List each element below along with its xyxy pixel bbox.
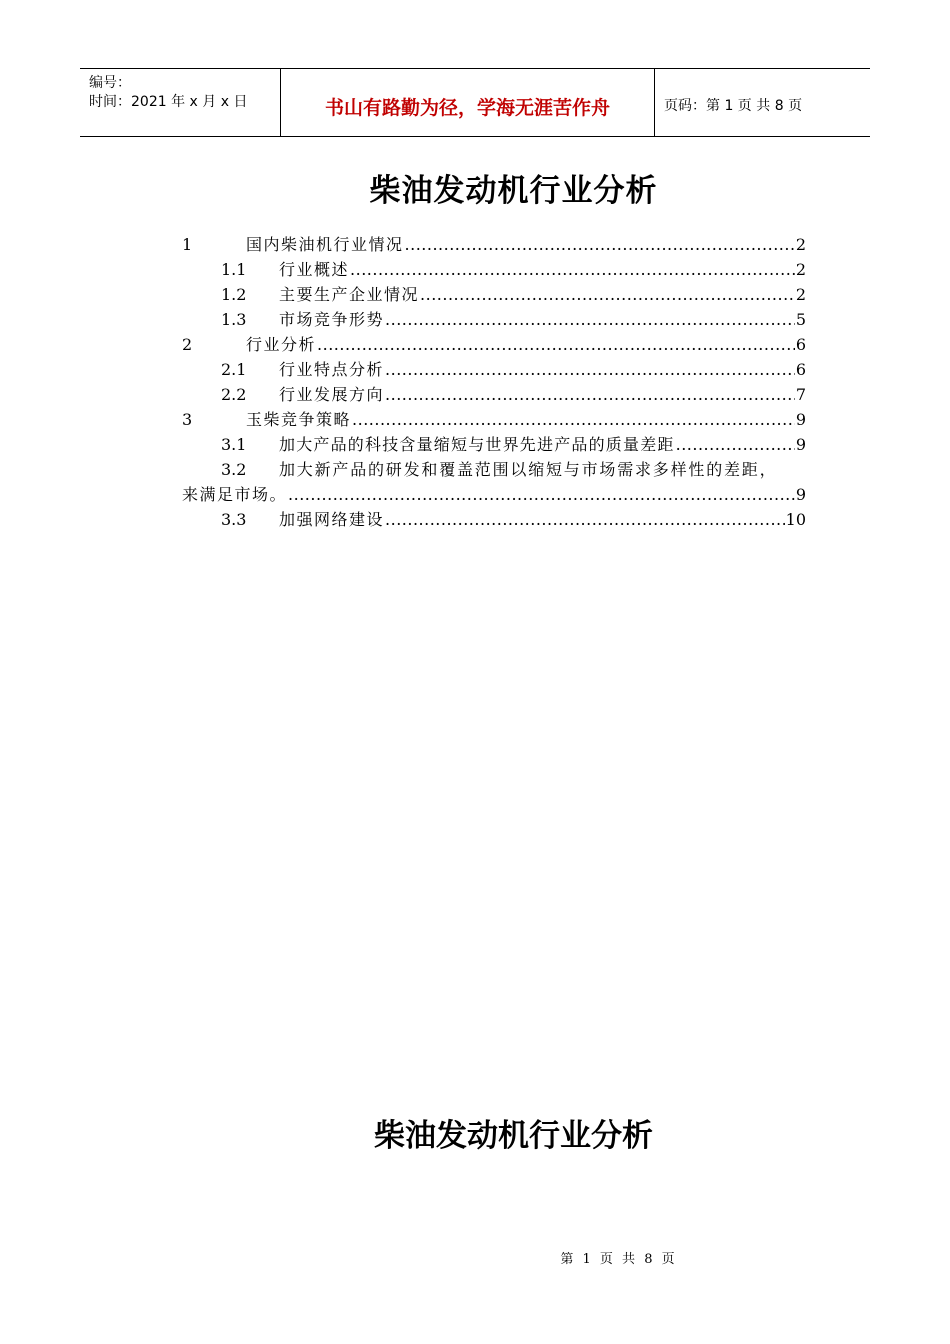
toc-title: 玉柴竞争策略: [246, 410, 352, 429]
document-title: 柴油发动机行业分析: [369, 173, 658, 209]
toc-title: 加大新产品的研发和覆盖范围以缩短与市场需求多样性的差距，: [279, 460, 778, 479]
toc-leader: [385, 385, 795, 405]
page-info: 页码：第 1 页 共 8 页: [664, 98, 803, 114]
toc-title: 国内柴油机行业情况: [246, 235, 404, 254]
toc-number: 3.1: [221, 435, 247, 454]
toc-title: 行业特点分析: [279, 360, 385, 379]
motto-text: 书山有路勤为径，学海无涯苦作舟: [324, 97, 610, 119]
toc-entry[interactable]: [182, 310, 806, 330]
toc-number: 1.2: [221, 285, 247, 304]
toc-page: 9: [795, 410, 806, 429]
toc-number: 1.1: [221, 260, 247, 279]
page-footer: 第 1 页 共 8 页: [560, 1252, 675, 1267]
toc-entry[interactable]: [182, 235, 806, 255]
toc-page: 10: [785, 510, 806, 529]
toc-page: 9: [795, 435, 806, 454]
toc-entry[interactable]: [182, 385, 806, 405]
toc-page: 6: [795, 335, 806, 354]
toc-number: 3.2: [221, 460, 247, 479]
toc-page: 5: [795, 310, 806, 329]
toc-entry[interactable]: [182, 410, 806, 430]
header-table: [80, 68, 870, 137]
toc-entry[interactable]: [182, 435, 806, 455]
toc-number: 3.3: [221, 510, 247, 529]
toc-leader: [288, 485, 795, 505]
number-label: 编号：: [89, 75, 131, 91]
toc-leader: [420, 285, 795, 305]
toc-title: 市场竞争形势: [279, 310, 385, 329]
toc-leader: [385, 360, 795, 380]
toc-number: 1: [182, 235, 193, 254]
toc-leader: [385, 510, 785, 530]
toc-title: 行业分析: [246, 335, 317, 354]
toc-leader: [317, 335, 795, 355]
header-motto-cell: [281, 69, 655, 136]
toc-entry[interactable]: [182, 360, 806, 380]
toc-number: 2: [182, 335, 193, 354]
toc-title: 加强网络建设: [279, 510, 385, 529]
toc-page: 6: [795, 360, 806, 379]
toc-entry[interactable]: [182, 260, 806, 280]
document-title-repeat: 柴油发动机行业分析: [374, 1118, 653, 1154]
toc-page: 2: [795, 260, 806, 279]
toc-leader: [352, 410, 795, 430]
toc-title: 行业概述: [279, 260, 350, 279]
header-meta-cell: [80, 69, 281, 136]
toc-page: 7: [795, 385, 806, 404]
toc-leader: [405, 235, 795, 255]
toc-number: 3: [182, 410, 193, 429]
toc-page: 2: [795, 235, 806, 254]
toc-number: 2.2: [221, 385, 247, 404]
toc-title: 行业发展方向: [279, 385, 385, 404]
time-label: 时间：2021 年 x 月 x 日: [89, 94, 248, 110]
toc-number: 1.3: [221, 310, 247, 329]
toc-title: 主要生产企业情况: [279, 285, 420, 304]
toc-leader: [385, 310, 795, 330]
toc-entry[interactable]: [182, 285, 806, 305]
toc-title-continuation: 来满足市场。: [182, 485, 288, 504]
toc-number: 2.1: [221, 360, 247, 379]
toc-entry[interactable]: [182, 335, 806, 355]
toc-entry-continuation[interactable]: [182, 485, 806, 505]
toc-leader: [676, 435, 795, 455]
toc-entry[interactable]: [182, 510, 806, 530]
toc-leader: [350, 260, 795, 280]
toc-title: 加大产品的科技含量缩短与世界先进产品的质量差距: [279, 435, 675, 454]
toc-page: 9: [795, 485, 806, 504]
toc-entry[interactable]: [182, 460, 806, 480]
toc-page: 2: [795, 285, 806, 304]
